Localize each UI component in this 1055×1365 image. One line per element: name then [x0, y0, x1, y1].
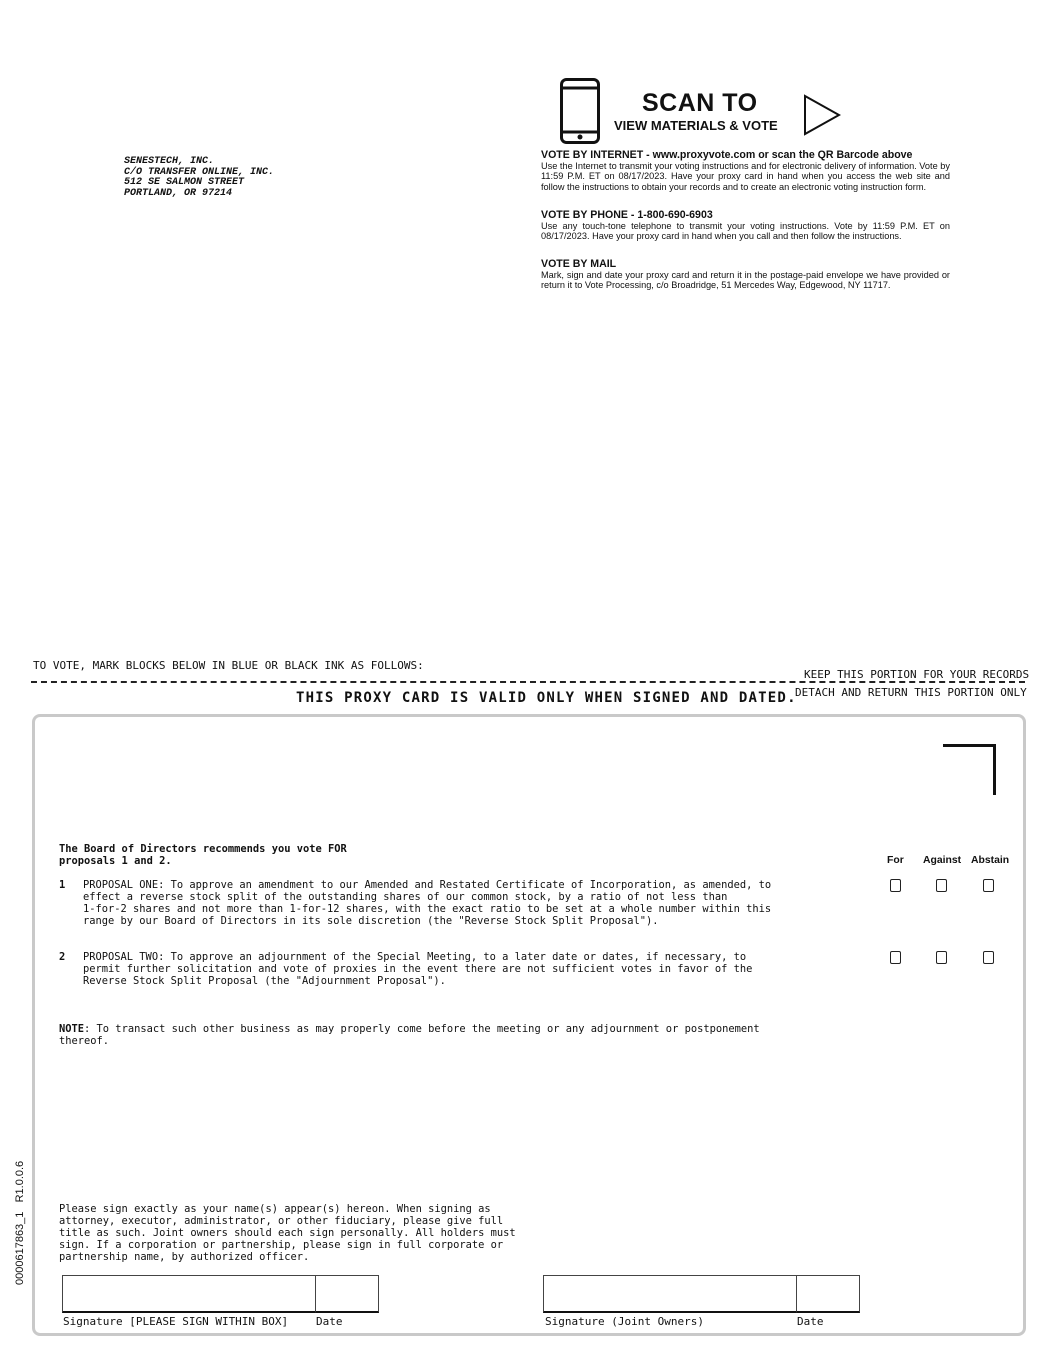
proposal-line: PROPOSAL TWO: To approve an adjournment of the Special Meeting, to a later date or dates, if necessary, to	[83, 951, 747, 963]
sign-line: Please sign exactly as your name(s) appear(s) hereon. When signing as	[59, 1203, 491, 1215]
scan-title: SCAN TO	[642, 89, 758, 117]
vote-phone-text: Use any touch-tone telephone to transmit your voting instructions. Vote by 11:59 P.M. ET on 08/17/2023. Have your proxy card in hand when you call and then follow the instructions.	[541, 221, 950, 242]
proposal-1-text	[83, 879, 773, 927]
column-abstain: Abstain	[971, 855, 1010, 866]
vote-phone-section	[541, 209, 950, 242]
proposal-1-abstain-checkbox[interactable]	[983, 879, 994, 892]
signing-instructions	[59, 1203, 529, 1263]
vote-mail-section	[541, 258, 950, 291]
date-box[interactable]	[315, 1275, 379, 1313]
corner-mark	[943, 744, 996, 795]
proposal-line: range by our Board of Directors in its sole discretion (the "Reverse Stock Split Proposal").	[83, 915, 659, 927]
sign-line: partnership name, by authorized officer.	[59, 1251, 310, 1263]
proposal-2-abstain-checkbox[interactable]	[983, 951, 994, 964]
vote-mail-heading: VOTE BY MAIL	[541, 258, 617, 270]
phone-icon	[560, 78, 600, 144]
proposal-1-against-checkbox[interactable]	[936, 879, 947, 892]
address-line: 512 SE SALMON STREET	[124, 177, 245, 189]
valid-notice: THIS PROXY CARD IS VALID ONLY WHEN SIGNED AND DATED.	[296, 690, 797, 706]
proposal-line: effect a reverse stock split of the outstanding shares of our common stock, by a ratio of not less than	[83, 891, 728, 903]
vote-internet-text: Use the Internet to transmit your voting instructions and for electronic delivery of information. Vote by 11:59 P.M. ET on 08/17/2023. Have your proxy card in hand when you access the web site and follow the instructions to obtain your records and to create an electronic voting instruction form.	[541, 161, 950, 192]
detach-line	[31, 681, 1025, 683]
to-vote-instruction: TO VOTE, MARK BLOCKS BELOW IN BLUE OR BLACK INK AS FOLLOWS:	[33, 659, 424, 672]
sign-line: attorney, executor, administrator, or other fiduciary, please give full	[59, 1215, 504, 1227]
sign-line: sign. If a corporation or partnership, please sign in full corporate or	[59, 1239, 504, 1251]
sign-line: title as such. Joint owners should each sign personally. All holders must	[59, 1227, 516, 1239]
proposal-1-number: 1	[59, 879, 66, 891]
vote-phone-heading: VOTE BY PHONE - 1-800-690-6903	[541, 209, 713, 221]
scan-subtitle: VIEW MATERIALS & VOTE	[614, 118, 778, 133]
address-line: C/O TRANSFER ONLINE, INC.	[124, 166, 275, 178]
proposal-2-for-checkbox[interactable]	[890, 951, 901, 964]
joint-signature-box[interactable]	[543, 1275, 797, 1313]
column-against: Against	[923, 855, 962, 866]
play-arrow-icon	[803, 94, 841, 136]
proposal-2-against-checkbox[interactable]	[936, 951, 947, 964]
proposal-line: Reverse Stock Split Proposal (the "Adjournment Proposal").	[83, 975, 446, 987]
side-code: 0000617863_1 R1.0.0.6	[14, 1160, 26, 1285]
joint-date-label: Date	[797, 1315, 824, 1328]
note-line: : To transact such other business as may properly come before the meeting or any adjournment or postponement	[84, 1023, 760, 1035]
vote-mail-text: Mark, sign and date your proxy card and return it in the postage-paid envelope we have provided or return it to Vote Processing, c/o Broadridge, 51 Mercedes Way, Edgewood, NY 11717.	[541, 270, 950, 291]
proposal-2-text	[83, 951, 773, 987]
proposal-2-number: 2	[59, 951, 66, 963]
joint-date-box[interactable]	[796, 1275, 860, 1313]
address-line: SENESTECH, INC.	[124, 156, 215, 167]
note-label: NOTE	[59, 1023, 85, 1035]
detach-portion-label: DETACH AND RETURN THIS PORTION ONLY	[795, 686, 1027, 699]
signature-label: Signature [PLEASE SIGN WITHIN BOX]	[63, 1315, 289, 1328]
vote-internet-heading: VOTE BY INTERNET - www.proxyvote.com or scan the QR Barcode above	[541, 149, 913, 161]
address-line: PORTLAND, OR 97214	[124, 187, 233, 199]
note-text	[59, 1023, 779, 1047]
board-line: The Board of Directors recommends you vote FOR	[59, 843, 347, 855]
date-label: Date	[316, 1315, 343, 1328]
note-line: thereof.	[59, 1035, 110, 1047]
signature-box[interactable]	[62, 1275, 316, 1313]
joint-signature-label: Signature (Joint Owners)	[545, 1315, 704, 1328]
board-line: proposals 1 and 2.	[59, 855, 172, 867]
board-recommendation	[59, 843, 347, 867]
proposal-line: 1-for-2 shares and not more than 1-for-12 shares, with the exact ratio to be set at a whole number within this	[83, 903, 772, 915]
vote-internet-section	[541, 149, 950, 192]
column-for: For	[887, 855, 904, 866]
proposal-line: PROPOSAL ONE: To approve an amendment to our Amended and Restated Certificate of Incorporation, as amended, to	[83, 879, 772, 891]
proposal-1-for-checkbox[interactable]	[890, 879, 901, 892]
mailing-address	[124, 157, 274, 199]
keep-portion-label: KEEP THIS PORTION FOR YOUR RECORDS	[804, 668, 1030, 681]
proposal-line: permit further solicitation and vote of proxies in the event there are not sufficient votes in favor of the	[83, 963, 753, 975]
